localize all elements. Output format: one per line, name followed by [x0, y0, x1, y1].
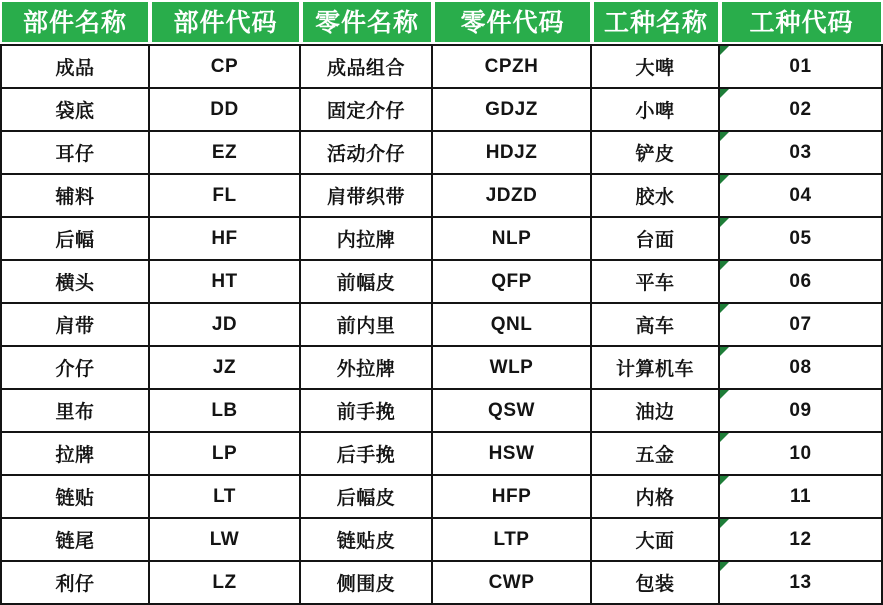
header-row	[0, 0, 883, 44]
table-cell[interactable]	[720, 433, 883, 476]
table-cell[interactable]	[0, 562, 150, 605]
green-triangle-icon	[720, 175, 729, 184]
cell-value: 成品	[55, 58, 95, 79]
cell-value: 09	[789, 399, 812, 421]
cell-value: 07	[789, 313, 812, 335]
table-cell[interactable]	[720, 304, 883, 347]
cell-value: 内拉牌	[336, 230, 396, 251]
cell-value: JZ	[212, 356, 237, 378]
table-cell[interactable]	[301, 433, 433, 476]
cell-value: 内格	[635, 488, 675, 509]
cell-value: EZ	[211, 141, 238, 163]
table-cell[interactable]	[720, 89, 883, 132]
cell-value: LP	[211, 442, 238, 464]
cell-value: 08	[789, 356, 812, 378]
table-cell[interactable]	[592, 519, 720, 562]
table-cell[interactable]	[150, 562, 301, 605]
cell-value: 12	[789, 528, 812, 550]
cell-value: 胶水	[635, 187, 675, 208]
cell-value: 台面	[635, 230, 675, 251]
table-cell[interactable]	[150, 218, 301, 261]
table-cell[interactable]	[433, 347, 592, 390]
green-triangle-icon	[720, 46, 729, 55]
table-body	[0, 44, 883, 605]
table-cell[interactable]	[433, 476, 592, 519]
table-cell[interactable]	[150, 261, 301, 304]
cell-value: HSW	[488, 442, 535, 464]
table-row	[0, 476, 883, 519]
table-cell[interactable]	[592, 89, 720, 132]
table-cell[interactable]	[433, 218, 592, 261]
cell-value: 五金	[635, 445, 675, 466]
table-cell[interactable]	[0, 347, 150, 390]
table-cell[interactable]	[150, 390, 301, 433]
cell-value: 侧围皮	[336, 574, 396, 595]
cell-value: 肩带	[55, 316, 95, 337]
table-cell[interactable]	[592, 476, 720, 519]
cell-value: 成品组合	[326, 58, 405, 79]
cell-value: 横头	[55, 273, 95, 294]
cell-value: 高车	[635, 316, 675, 337]
table-cell[interactable]	[150, 433, 301, 476]
table-cell[interactable]	[0, 433, 150, 476]
green-triangle-icon	[720, 562, 729, 571]
cell-value: 油边	[635, 402, 675, 423]
cell-value: 包装	[635, 574, 675, 595]
table-row	[0, 132, 883, 175]
cell-value: QFP	[491, 270, 532, 292]
cell-value: CPZH	[484, 55, 539, 77]
cell-value: 肩带织带	[326, 187, 405, 208]
cell-value: LT	[213, 485, 236, 507]
table-cell[interactable]	[592, 132, 720, 175]
table-row	[0, 175, 883, 218]
table-cell[interactable]	[0, 44, 150, 89]
table-cell[interactable]	[433, 89, 592, 132]
table-cell[interactable]	[592, 304, 720, 347]
table-cell[interactable]	[301, 218, 433, 261]
column-header-component-name[interactable]: 零件名称	[301, 0, 433, 44]
cell-value: 06	[789, 270, 812, 292]
column-header-work-type-code[interactable]: 工种代码	[720, 0, 883, 44]
table-row	[0, 347, 883, 390]
table-cell[interactable]	[720, 132, 883, 175]
table-cell[interactable]	[301, 562, 433, 605]
table-cell[interactable]	[720, 476, 883, 519]
table-cell[interactable]	[592, 562, 720, 605]
green-triangle-icon	[720, 390, 729, 399]
table-cell[interactable]	[301, 175, 433, 218]
cell-value: 辅料	[55, 187, 95, 208]
table-cell[interactable]	[301, 519, 433, 562]
cell-value: 活动介仔	[326, 144, 405, 165]
green-triangle-icon	[720, 519, 729, 528]
table-cell[interactable]	[301, 476, 433, 519]
column-header-work-type-name[interactable]: 工种名称	[592, 0, 720, 44]
cell-value: CP	[210, 55, 239, 77]
table-cell[interactable]	[433, 304, 592, 347]
cell-value: 04	[789, 184, 812, 206]
table-row	[0, 562, 883, 605]
cell-value: 介仔	[55, 359, 95, 380]
table-cell[interactable]	[301, 89, 433, 132]
table-row	[0, 218, 883, 261]
cell-value: 链尾	[55, 531, 95, 552]
cell-value: DD	[210, 98, 239, 120]
cell-value: LB	[211, 399, 238, 421]
table-row	[0, 390, 883, 433]
cell-value: 铲皮	[635, 144, 675, 165]
cell-value: 10	[789, 442, 812, 464]
table-row	[0, 433, 883, 476]
column-header-part-name[interactable]: 部件名称	[0, 0, 150, 44]
column-header-component-code[interactable]: 零件代码	[433, 0, 592, 44]
cell-value: 袋底	[55, 101, 95, 122]
table-row	[0, 44, 883, 89]
cell-value: HDJZ	[485, 141, 538, 163]
green-triangle-icon	[720, 433, 729, 442]
table-cell[interactable]	[150, 476, 301, 519]
table-cell[interactable]	[301, 390, 433, 433]
cell-value: FL	[212, 184, 237, 206]
table-cell[interactable]	[433, 519, 592, 562]
cell-value: HF	[211, 227, 238, 249]
table-cell[interactable]	[720, 562, 883, 605]
table-cell[interactable]	[301, 261, 433, 304]
table-row	[0, 304, 883, 347]
table-cell[interactable]	[0, 89, 150, 132]
cell-value: 拉牌	[55, 445, 95, 466]
table-cell[interactable]	[150, 347, 301, 390]
table-cell[interactable]	[301, 44, 433, 89]
table-cell[interactable]	[592, 433, 720, 476]
table-cell[interactable]	[720, 261, 883, 304]
table-cell[interactable]	[301, 304, 433, 347]
green-triangle-icon	[720, 218, 729, 227]
cell-value: HFP	[491, 485, 532, 507]
table-cell[interactable]	[592, 261, 720, 304]
table-cell[interactable]	[720, 44, 883, 89]
table-cell[interactable]	[150, 304, 301, 347]
cell-value: LZ	[212, 571, 237, 593]
table-cell[interactable]	[150, 44, 301, 89]
cell-value: 利仔	[55, 574, 95, 595]
table-cell[interactable]	[592, 390, 720, 433]
table-cell[interactable]	[0, 218, 150, 261]
green-triangle-icon	[720, 347, 729, 356]
green-triangle-icon	[720, 304, 729, 313]
cell-value: 链贴	[55, 488, 95, 509]
cell-value: 13	[789, 571, 812, 593]
table-cell[interactable]	[0, 519, 150, 562]
table-cell[interactable]	[433, 175, 592, 218]
green-triangle-icon	[720, 261, 729, 270]
cell-value: QSW	[488, 399, 535, 421]
table-cell[interactable]	[0, 304, 150, 347]
table-row	[0, 89, 883, 132]
table-cell[interactable]	[592, 44, 720, 89]
cell-value: 03	[789, 141, 812, 163]
table-cell[interactable]	[0, 476, 150, 519]
table-cell[interactable]	[433, 562, 592, 605]
cell-value: JD	[211, 313, 238, 335]
cell-value: CWP	[488, 571, 535, 593]
cell-value: NLP	[491, 227, 532, 249]
cell-value: LW	[209, 528, 240, 550]
cell-value: 后手挽	[336, 445, 396, 466]
table-cell[interactable]	[150, 89, 301, 132]
table-cell[interactable]	[720, 218, 883, 261]
table-cell[interactable]	[301, 132, 433, 175]
table-cell[interactable]	[720, 390, 883, 433]
cell-value: 耳仔	[55, 144, 95, 165]
table-row	[0, 261, 883, 304]
cell-value: QNL	[490, 313, 533, 335]
table-cell[interactable]	[0, 390, 150, 433]
cell-value: 大啤	[635, 58, 675, 79]
cell-value: 链贴皮	[336, 531, 396, 552]
table-cell[interactable]	[433, 261, 592, 304]
cell-value: 后幅皮	[336, 488, 396, 509]
table-cell[interactable]	[720, 519, 883, 562]
table-cell[interactable]	[720, 175, 883, 218]
cell-value: 外拉牌	[336, 359, 396, 380]
cell-value: 后幅	[55, 230, 95, 251]
table-cell[interactable]	[433, 44, 592, 89]
cell-value: 前内里	[336, 316, 396, 337]
table-cell[interactable]	[720, 347, 883, 390]
cell-value: 02	[789, 98, 812, 120]
cell-value: WLP	[489, 356, 534, 378]
table-cell[interactable]	[150, 519, 301, 562]
table-cell[interactable]	[150, 175, 301, 218]
table-cell[interactable]	[301, 347, 433, 390]
cell-value: 固定介仔	[326, 101, 405, 122]
cell-value: LTP	[493, 528, 530, 550]
cell-value: HT	[211, 270, 238, 292]
green-triangle-icon	[720, 132, 729, 141]
green-triangle-icon	[720, 476, 729, 485]
table-cell[interactable]	[433, 433, 592, 476]
cell-value: 平车	[635, 273, 675, 294]
table-cell[interactable]	[433, 132, 592, 175]
table-cell[interactable]	[592, 218, 720, 261]
table-cell[interactable]	[0, 175, 150, 218]
cell-value: 前手挽	[336, 402, 396, 423]
cell-value: 11	[789, 485, 812, 507]
table-cell[interactable]	[433, 390, 592, 433]
cell-value: 计算机车	[615, 359, 694, 380]
cell-value: 小啤	[635, 101, 675, 122]
cell-value: GDJZ	[485, 98, 538, 120]
cell-value: 大面	[635, 531, 675, 552]
table-cell[interactable]	[592, 175, 720, 218]
column-header-part-code[interactable]: 部件代码	[150, 0, 301, 44]
cell-value: 05	[789, 227, 812, 249]
green-triangle-icon	[720, 89, 729, 98]
cell-value: 里布	[55, 402, 95, 423]
cell-value: 前幅皮	[336, 273, 396, 294]
cell-value: JDZD	[485, 184, 538, 206]
table-cell[interactable]	[0, 132, 150, 175]
table-row	[0, 519, 883, 562]
table-cell[interactable]	[150, 132, 301, 175]
table-cell[interactable]	[0, 261, 150, 304]
cell-value: 01	[789, 55, 812, 77]
table-cell[interactable]	[592, 347, 720, 390]
